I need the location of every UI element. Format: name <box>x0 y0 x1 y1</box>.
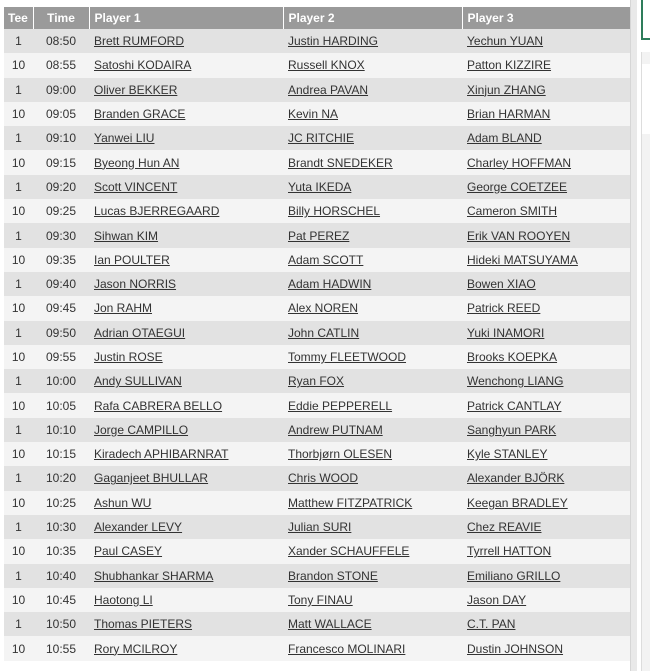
player-2-cell <box>283 272 462 296</box>
player-1-link[interactable]: Rory MCILROY <box>94 641 178 656</box>
table-row <box>4 29 630 53</box>
time-cell: 09:25 <box>33 199 89 223</box>
time-cell: 10:00 <box>33 369 89 393</box>
time-cell: 09:45 <box>33 296 89 320</box>
player-2-cell <box>283 102 462 126</box>
tee-cell: 1 <box>4 612 33 636</box>
player-1-link[interactable]: Jason NORRIS <box>94 277 177 292</box>
player-2-link[interactable]: John CATLIN <box>288 325 360 340</box>
player-2-link[interactable]: Adam HADWIN <box>288 277 372 292</box>
time-cell: 09:05 <box>33 102 89 126</box>
player-3-cell <box>462 636 630 660</box>
player-3-cell <box>462 223 630 247</box>
player-3-link[interactable]: George COETZEE <box>467 179 568 194</box>
table-row <box>4 612 630 636</box>
player-3-cell <box>462 466 630 490</box>
player-3-link[interactable]: Cameron SMITH <box>467 204 558 219</box>
player-1-link[interactable]: Yanwei LIU <box>94 131 155 146</box>
player-3-cell <box>462 393 630 417</box>
player-2-link[interactable]: Xander SCHAUFFELE <box>288 544 410 559</box>
player-3-link[interactable]: Sanghyun PARK <box>467 422 557 437</box>
player-3-cell <box>462 345 630 369</box>
time-cell: 08:55 <box>33 53 89 77</box>
player-1-cell <box>89 175 283 199</box>
player-2-link[interactable]: Billy HORSCHEL <box>288 204 381 219</box>
table-row <box>4 418 630 442</box>
player-1-cell <box>89 369 283 393</box>
player-3-cell <box>462 126 630 150</box>
player-1-cell <box>89 564 283 588</box>
time-cell: 09:40 <box>33 272 89 296</box>
time-cell: 09:00 <box>33 78 89 102</box>
player-2-link[interactable]: Pat PEREZ <box>288 228 350 243</box>
tee-cell: 1 <box>4 515 33 539</box>
time-cell: 10:10 <box>33 418 89 442</box>
player-3-cell <box>462 564 630 588</box>
table-row <box>4 588 630 612</box>
player-2-link[interactable]: Alex NOREN <box>288 301 359 316</box>
player-1-cell <box>89 515 283 539</box>
player-3-cell <box>462 539 630 563</box>
table-row <box>4 150 630 174</box>
player-2-cell <box>283 588 462 612</box>
tee-cell: 1 <box>4 78 33 102</box>
player-3-link[interactable]: Patton KIZZIRE <box>467 58 552 73</box>
player-1-cell <box>89 466 283 490</box>
player-2-link[interactable]: Julian SURI <box>288 520 352 535</box>
player-3-link[interactable]: Kyle STANLEY <box>467 447 548 462</box>
player-2-cell <box>283 296 462 320</box>
player-3-link[interactable]: Erik VAN ROOYEN <box>467 228 571 243</box>
player-2-link[interactable]: Matthew FITZPATRICK <box>288 495 413 510</box>
tee-times-table-container <box>4 7 630 661</box>
table-row <box>4 564 630 588</box>
player-2-cell <box>283 223 462 247</box>
player-1-link[interactable]: Haotong LI <box>94 592 153 607</box>
player-1-cell <box>89 393 283 417</box>
table-row <box>4 78 630 102</box>
column-header-player-3: Player 3 <box>462 7 630 29</box>
table-row <box>4 539 630 563</box>
time-cell: 10:45 <box>33 588 89 612</box>
player-3-cell <box>462 78 630 102</box>
tee-cell: 1 <box>4 29 33 53</box>
tee-cell: 1 <box>4 418 33 442</box>
player-2-cell <box>283 199 462 223</box>
player-1-link[interactable]: Adrian OTAEGUI <box>94 325 186 340</box>
table-row <box>4 248 630 272</box>
player-2-cell <box>283 29 462 53</box>
time-cell: 10:25 <box>33 491 89 515</box>
player-3-link[interactable]: Brian HARMAN <box>467 107 551 122</box>
player-2-link[interactable]: Justin HARDING <box>288 34 379 49</box>
player-2-link[interactable]: Chris WOOD <box>288 471 358 486</box>
player-1-link[interactable]: Gaganjeet BHULLAR <box>94 471 209 486</box>
player-2-cell <box>283 539 462 563</box>
time-cell: 09:15 <box>33 150 89 174</box>
tee-cell: 1 <box>4 272 33 296</box>
player-2-cell <box>283 369 462 393</box>
tee-cell: 1 <box>4 223 33 247</box>
player-3-cell <box>462 272 630 296</box>
player-3-cell <box>462 515 630 539</box>
player-3-link[interactable]: C.T. PAN <box>467 617 516 632</box>
player-1-cell <box>89 296 283 320</box>
tee-cell: 10 <box>4 345 33 369</box>
player-1-link[interactable]: Jorge CAMPILLO <box>94 422 189 437</box>
table-row <box>4 515 630 539</box>
player-1-cell <box>89 588 283 612</box>
player-3-cell <box>462 248 630 272</box>
tee-cell: 10 <box>4 588 33 612</box>
side-panel-header <box>641 0 650 40</box>
player-3-cell <box>462 321 630 345</box>
player-2-cell <box>283 515 462 539</box>
player-1-cell <box>89 53 283 77</box>
player-2-cell <box>283 321 462 345</box>
player-2-link[interactable]: Thorbjørn OLESEN <box>288 447 393 462</box>
tee-cell: 10 <box>4 636 33 660</box>
player-1-cell <box>89 126 283 150</box>
player-2-link[interactable]: Andrea PAVAN <box>288 82 369 97</box>
player-1-link[interactable]: Ashun WU <box>94 495 152 510</box>
tee-times-table <box>4 7 630 661</box>
player-1-cell <box>89 491 283 515</box>
tee-cell: 10 <box>4 296 33 320</box>
tee-cell: 1 <box>4 126 33 150</box>
time-cell: 08:50 <box>33 29 89 53</box>
player-2-link[interactable]: Eddie PEPPERELL <box>288 398 393 413</box>
player-3-cell <box>462 150 630 174</box>
tee-cell: 10 <box>4 53 33 77</box>
table-row <box>4 296 630 320</box>
player-1-cell <box>89 102 283 126</box>
player-2-cell <box>283 564 462 588</box>
player-2-cell <box>283 466 462 490</box>
tee-cell: 10 <box>4 199 33 223</box>
player-3-link[interactable]: Tyrrell HATTON <box>467 544 552 559</box>
table-row <box>4 53 630 77</box>
time-cell: 10:35 <box>33 539 89 563</box>
player-2-link[interactable]: Tommy FLEETWOOD <box>288 350 407 364</box>
time-cell: 09:20 <box>33 175 89 199</box>
table-row <box>4 199 630 223</box>
time-cell: 09:10 <box>33 126 89 150</box>
player-1-link[interactable]: Andy SULLIVAN <box>94 374 182 389</box>
player-3-cell <box>462 199 630 223</box>
column-header-player-1: Player 1 <box>89 7 283 29</box>
tee-cell: 1 <box>4 466 33 490</box>
player-2-link[interactable]: Russell KNOX <box>288 58 365 73</box>
player-1-link[interactable]: Alexander LEVY <box>94 520 183 535</box>
player-3-link[interactable]: Brooks KOEPKA <box>467 350 558 364</box>
tee-cell: 1 <box>4 175 33 199</box>
player-1-link[interactable]: Jon RAHM <box>94 301 153 316</box>
player-3-cell <box>462 491 630 515</box>
player-3-link[interactable]: Keegan BRADLEY <box>467 495 568 510</box>
player-2-link[interactable]: JC RITCHIE <box>288 131 354 146</box>
player-2-link[interactable]: Kevin NA <box>288 107 339 122</box>
player-2-cell <box>283 150 462 174</box>
time-cell: 09:30 <box>33 223 89 247</box>
player-3-link[interactable]: Alexander BJÖRK <box>467 471 565 486</box>
player-2-cell <box>283 418 462 442</box>
player-2-cell <box>283 175 462 199</box>
tee-cell: 1 <box>4 321 33 345</box>
player-1-link[interactable]: Sihwan KIM <box>94 228 159 243</box>
time-cell: 09:35 <box>33 248 89 272</box>
table-row <box>4 636 630 660</box>
player-1-cell <box>89 223 283 247</box>
tee-cell: 10 <box>4 442 33 466</box>
player-3-cell <box>462 102 630 126</box>
player-3-cell <box>462 296 630 320</box>
player-3-link[interactable]: Patrick CANTLAY <box>467 398 562 413</box>
tee-cell: 1 <box>4 564 33 588</box>
player-1-cell <box>89 442 283 466</box>
player-2-cell <box>283 126 462 150</box>
player-2-link[interactable]: Brandon STONE <box>288 568 378 583</box>
time-cell: 10:20 <box>33 466 89 490</box>
column-header-player-2: Player 2 <box>283 7 462 29</box>
player-2-cell <box>283 636 462 660</box>
table-row <box>4 491 630 515</box>
player-3-link[interactable]: Dustin JOHNSON <box>467 641 564 656</box>
player-3-link[interactable]: Patrick REED <box>467 301 541 316</box>
player-3-cell <box>462 588 630 612</box>
player-3-cell <box>462 418 630 442</box>
table-row <box>4 369 630 393</box>
table-row <box>4 345 630 369</box>
time-cell: 09:50 <box>33 321 89 345</box>
player-2-link[interactable]: Matt WALLACE <box>288 617 372 632</box>
player-3-link[interactable]: Bowen XIAO <box>467 277 536 292</box>
player-1-cell <box>89 612 283 636</box>
tee-cell: 10 <box>4 539 33 563</box>
time-cell: 10:15 <box>33 442 89 466</box>
player-2-cell <box>283 78 462 102</box>
time-cell: 10:40 <box>33 564 89 588</box>
player-2-cell <box>283 491 462 515</box>
player-1-cell <box>89 345 283 369</box>
player-1-link[interactable]: Byeong Hun AN <box>94 155 180 170</box>
player-1-link[interactable]: Satoshi KODAIRA <box>94 58 192 73</box>
player-1-cell <box>89 272 283 296</box>
side-panel-box <box>641 64 650 134</box>
player-1-link[interactable]: Shubhankar SHARMA <box>94 568 214 583</box>
player-3-link[interactable]: Emiliano GRILLO <box>467 568 561 583</box>
tee-cell: 10 <box>4 248 33 272</box>
player-1-cell <box>89 29 283 53</box>
table-row <box>4 223 630 247</box>
player-2-link[interactable]: Andrew PUTNAM <box>288 422 383 437</box>
player-3-link[interactable]: Jason DAY <box>467 592 527 607</box>
player-3-cell <box>462 53 630 77</box>
player-1-link[interactable]: Ian POULTER <box>94 252 170 267</box>
side-panel <box>641 52 650 671</box>
table-row <box>4 466 630 490</box>
time-cell: 10:50 <box>33 612 89 636</box>
player-3-link[interactable]: Wenchong LIANG <box>467 374 564 389</box>
player-1-cell <box>89 199 283 223</box>
time-cell: 10:30 <box>33 515 89 539</box>
tee-cell: 10 <box>4 150 33 174</box>
player-1-cell <box>89 78 283 102</box>
table-row <box>4 126 630 150</box>
player-1-link[interactable]: Scott VINCENT <box>94 179 178 194</box>
player-1-link[interactable]: Brett RUMFORD <box>94 34 184 49</box>
player-2-cell <box>283 345 462 369</box>
player-1-cell <box>89 248 283 272</box>
player-3-link[interactable]: Adam BLAND <box>467 131 542 146</box>
table-row <box>4 272 630 296</box>
table-row <box>4 175 630 199</box>
player-1-cell <box>89 539 283 563</box>
player-2-link[interactable]: Tony FINAU <box>288 592 353 607</box>
player-2-cell <box>283 612 462 636</box>
player-1-link[interactable]: Lucas BJERREGAARD <box>94 204 220 219</box>
player-2-link[interactable]: Ryan FOX <box>288 374 345 389</box>
player-1-link[interactable]: Oliver BEKKER <box>94 82 178 97</box>
player-1-link[interactable]: Paul CASEY <box>94 544 163 559</box>
column-header-tee: Tee <box>4 7 33 29</box>
tee-cell: 1 <box>4 369 33 393</box>
column-header-time: Time <box>33 7 89 29</box>
player-1-link[interactable]: Justin ROSE <box>94 350 163 364</box>
player-1-cell <box>89 636 283 660</box>
time-cell: 10:55 <box>33 636 89 660</box>
player-3-cell <box>462 29 630 53</box>
player-1-link[interactable]: Rafa CABRERA BELLO <box>94 398 223 413</box>
player-3-link[interactable]: Yechun YUAN <box>467 34 544 49</box>
player-3-link[interactable]: Chez REAVIE <box>467 520 542 535</box>
player-2-link[interactable]: Yuta IKEDA <box>288 179 352 194</box>
player-1-link[interactable]: Thomas PIETERS <box>94 617 193 632</box>
player-2-link[interactable]: Adam SCOTT <box>288 252 364 267</box>
player-1-cell <box>89 418 283 442</box>
player-3-link[interactable]: Yuki INAMORI <box>467 325 545 340</box>
player-3-link[interactable]: Charley HOFFMAN <box>467 155 572 170</box>
player-1-cell <box>89 150 283 174</box>
player-2-cell <box>283 442 462 466</box>
player-3-cell <box>462 175 630 199</box>
tee-cell: 10 <box>4 491 33 515</box>
player-2-cell <box>283 248 462 272</box>
table-row <box>4 393 630 417</box>
player-3-cell <box>462 442 630 466</box>
player-2-link[interactable]: Brandt SNEDEKER <box>288 155 393 170</box>
table-row <box>4 321 630 345</box>
player-2-link[interactable]: Francesco MOLINARI <box>288 641 406 656</box>
table-body <box>4 29 630 661</box>
player-3-link[interactable]: Hideki MATSUYAMA <box>467 252 578 267</box>
table-row <box>4 102 630 126</box>
time-cell: 10:05 <box>33 393 89 417</box>
player-2-cell <box>283 393 462 417</box>
table-row <box>4 442 630 466</box>
player-1-link[interactable]: Kiradech APHIBARNRAT <box>94 447 229 462</box>
player-3-cell <box>462 612 630 636</box>
player-3-cell <box>462 369 630 393</box>
scrollbar-track[interactable] <box>630 0 637 671</box>
player-1-cell <box>89 321 283 345</box>
tee-cell: 10 <box>4 102 33 126</box>
player-1-link[interactable]: Branden GRACE <box>94 107 186 122</box>
table-header-row <box>4 7 630 29</box>
tee-cell: 10 <box>4 393 33 417</box>
player-2-cell <box>283 53 462 77</box>
time-cell: 09:55 <box>33 345 89 369</box>
player-3-link[interactable]: Xinjun ZHANG <box>467 82 546 97</box>
